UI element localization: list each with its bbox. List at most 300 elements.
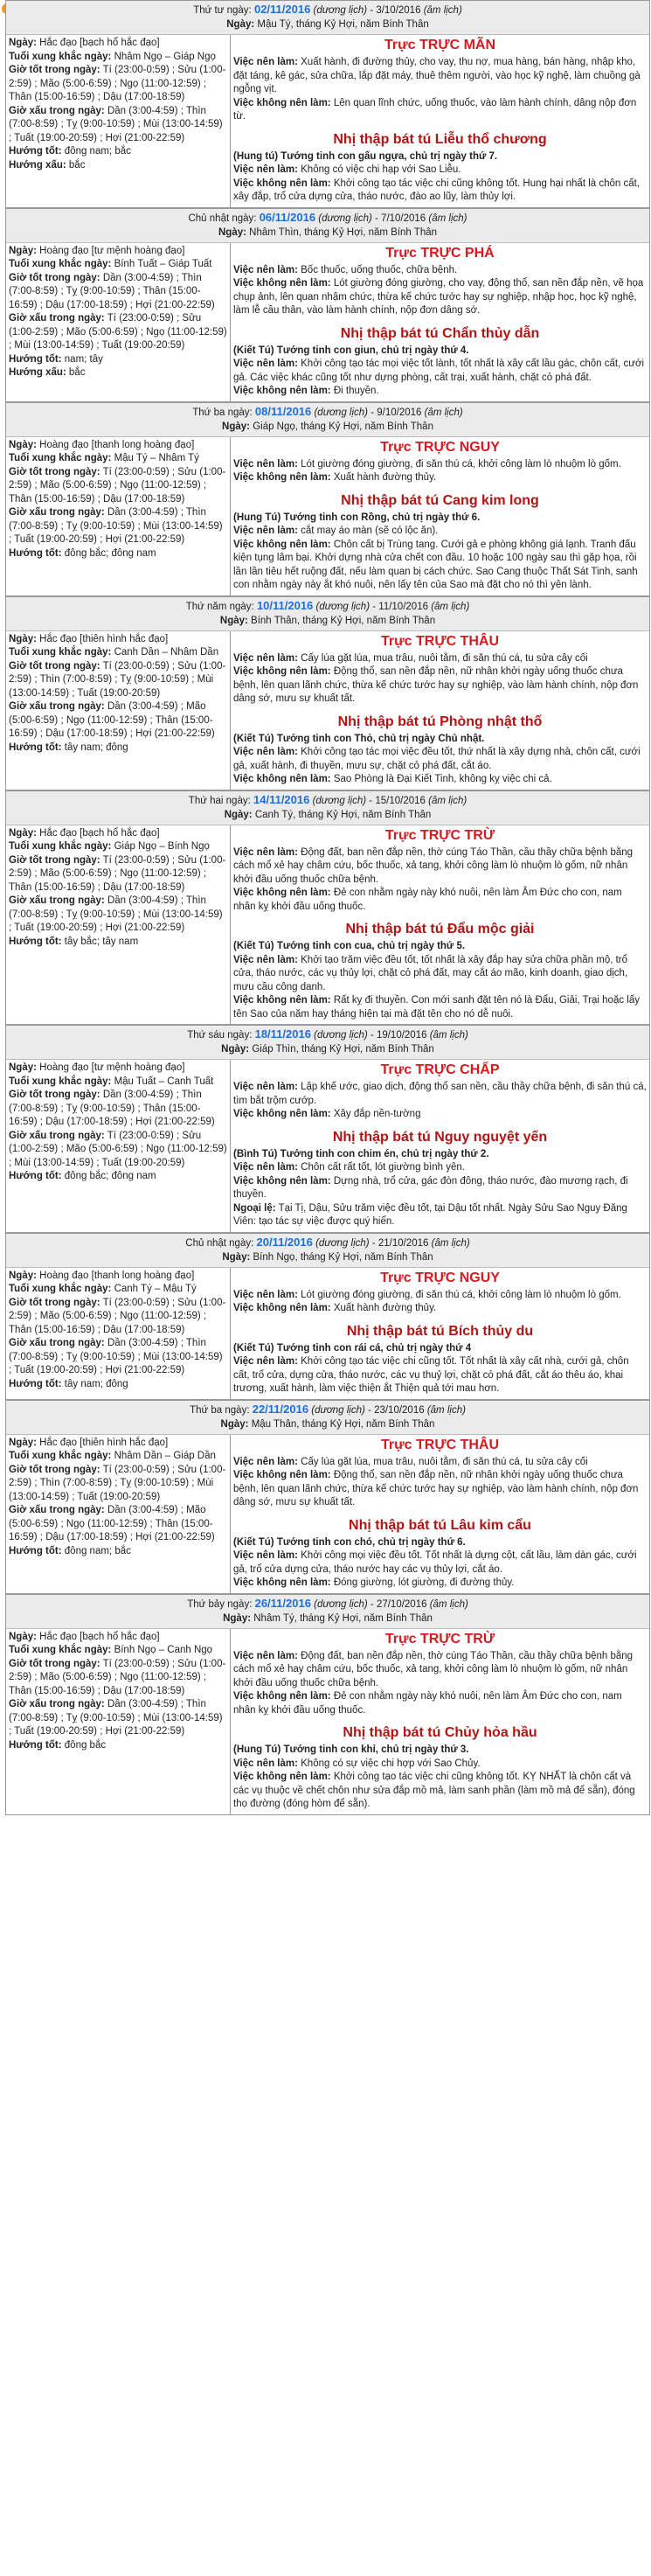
sao-nen-label: Việc nên làm: bbox=[233, 954, 298, 965]
gioxau-label: Giờ xấu trong ngày: bbox=[9, 1699, 105, 1709]
weekday-label: Thứ hai ngày: bbox=[188, 795, 251, 806]
nen-value: Lót giường đóng giường, đi săn thú cá, khởi công làm lò nhuộm lò gốm. bbox=[301, 458, 621, 470]
sao-prefix: Nhị thập bát tú bbox=[340, 325, 439, 341]
giotot-value: Tí (23:00-0:59) ; Sửu (1:00-2:59) ; Thìn (7:00-8:59) ; Tỵ (9:00-10:59) ; Mùi (13:00-14:59) ; Tuất (19:00-20:59) bbox=[9, 660, 226, 699]
solar-date-link[interactable]: 10/11/2016 bbox=[256, 598, 314, 612]
huongtot-value: đông nam; bắc bbox=[64, 1545, 131, 1556]
day-body bbox=[6, 1435, 649, 1593]
giotot-row bbox=[9, 1297, 227, 1338]
huongxau-label: Hướng xấu: bbox=[9, 367, 66, 378]
sao-nen-value: Khởi công tạo tác mọi việc đều tốt, thứ nhất là xây dựng nhà, chôn cất, cưới gả, xuất hành, đi thuyền, mưu sự, chặt cỏ phá đất, cắt áo. bbox=[233, 747, 641, 771]
khong-label: Việc không nên làm: bbox=[233, 1470, 331, 1480]
sao-title bbox=[233, 921, 647, 937]
xung-label: Tuổi xung khắc ngày: bbox=[9, 453, 112, 463]
sao-nen-value: Khởi công tạo tác mọi việc tốt lành, tốt nhất là xây cất lầu gác, chôn cất, cưới gả. Các việc khác cũng tốt như dựng phòng, cất trại, xuất hành, chặt cỏ phá đất. bbox=[233, 359, 645, 383]
truc-title: Trực TRỰC TRỪ bbox=[384, 1631, 495, 1647]
sao-khong-label: Việc không nên làm: bbox=[233, 178, 331, 189]
sao-kiet: (Kiết Tú) Tướng tinh con Thỏ, chủ trị ngày Chủ nhật. bbox=[233, 733, 485, 744]
khong-value: Lên quan lĩnh chức, uống thuốc, vào làm hành chính, dâng nộp đơn từ. bbox=[233, 97, 637, 122]
sao-title bbox=[233, 131, 647, 148]
khong-label: Việc không nên làm: bbox=[233, 97, 331, 108]
sao-title bbox=[233, 1724, 647, 1741]
gioxau-row bbox=[9, 1130, 227, 1171]
sao-title bbox=[233, 1323, 647, 1340]
xung-row bbox=[9, 51, 227, 65]
sao-nen-value: Khởi công mọi việc đều tốt. Tốt nhất là dựng cột, cất lầu, làm dàn gác, cưới gả, trổ cửa dựng cửa, tháo nước hay các vụ thủy lợi, cắt áo. bbox=[233, 1550, 637, 1575]
gioxau-label: Giờ xấu trong ngày: bbox=[9, 895, 105, 906]
sao-prefix: Nhị thập bát tú bbox=[341, 492, 440, 508]
solar-date-link[interactable]: 06/11/2016 bbox=[259, 210, 316, 224]
canchi-label: Ngày: bbox=[222, 421, 250, 432]
day-advice-column bbox=[231, 1435, 649, 1593]
giotot-value: Tí (23:00-0:59) ; Sửu (1:00-2:59) ; Mão (5:00-6:59) ; Ngọ (11:00-12:59) ; Thân (15:00-16:59) ; Dậu (17:00-18:59) bbox=[9, 1297, 226, 1335]
weekday-label: Thứ năm ngày: bbox=[185, 601, 254, 612]
nen-label: Việc nên làm: bbox=[233, 1456, 298, 1467]
sao-prefix: Nhị thập bát tú bbox=[343, 1725, 441, 1740]
huongxau-value: bắc bbox=[68, 367, 86, 378]
day-info-column bbox=[6, 243, 231, 401]
solar-date-link[interactable]: 22/11/2016 bbox=[252, 1402, 309, 1416]
giotot-label: Giờ tốt trong ngày: bbox=[9, 65, 100, 75]
solar-date-link[interactable]: 18/11/2016 bbox=[254, 1027, 311, 1041]
huongtot-label: Hướng tốt: bbox=[9, 1171, 62, 1181]
nen-value: Cấy lúa gặt lúa, mua trâu, nuôi tằm, đi săn thú cá, tu sửa cây cối bbox=[301, 652, 588, 664]
day-advice-column bbox=[231, 437, 649, 595]
solar-note: (dương lịch) bbox=[315, 1237, 370, 1249]
sao-khong-label: Việc không nên làm: bbox=[233, 1772, 331, 1782]
lunar-date: 9/10/2016 bbox=[377, 407, 422, 418]
hoangdao-value: Hắc đạo [thiên hình hắc đạo] bbox=[39, 633, 169, 644]
giotot-row bbox=[9, 272, 227, 313]
xung-row bbox=[9, 1076, 227, 1090]
day-info-column bbox=[6, 1060, 231, 1232]
canchi-value: Mậu Tý, tháng Kỷ Hợi, năm Bính Thân bbox=[257, 19, 429, 30]
ngoaile-row bbox=[233, 1202, 647, 1229]
sao-name: Lâu kim cẩu bbox=[450, 1517, 531, 1533]
khong-value: Lót giường đóng giường, cho vay, động thổ, san nền đắp nền, vẽ họa chụp ảnh, lên quan nhậm chức, thừa kế chức tước hay sự nghiệp, nhập học, học kỹ nghệ, làm lễ cầu thân, vào làm hành chính, nộp đơn dâng sớ. bbox=[233, 278, 644, 316]
canchi-label: Ngày: bbox=[222, 1251, 251, 1263]
canchi-label: Ngày: bbox=[221, 1044, 250, 1055]
huongtot-row bbox=[9, 145, 227, 159]
weekday-label: Thứ ba ngày: bbox=[190, 1404, 250, 1416]
sao-khong-label: Việc không nên làm: bbox=[233, 995, 331, 1006]
khong-row bbox=[233, 887, 647, 914]
sao-nen-label: Việc nên làm: bbox=[233, 1758, 298, 1769]
sao-khong-value: Đóng giường, lót giường, đi đường thủy. bbox=[333, 1577, 515, 1588]
solar-date-link[interactable]: 20/11/2016 bbox=[256, 1235, 313, 1249]
giotot-value: Tí (23:00-0:59) ; Sửu (1:00-2:59) ; Mão (5:00-6:59) ; Ngọ (11:00-12:59) ; Thân (15:00-16:59) ; Dậu (17:00-18:59) bbox=[9, 65, 226, 102]
huongxau-value: bắc bbox=[68, 159, 86, 171]
sao-prefix: Nhị thập bát tú bbox=[345, 922, 444, 936]
canchi-label: Ngày: bbox=[218, 226, 246, 238]
solar-note: (dương lịch) bbox=[314, 1030, 368, 1041]
khong-row bbox=[233, 1302, 647, 1316]
xung-row bbox=[9, 258, 227, 272]
gioxau-value: Dần (3:00-4:59) ; Thìn (7:00-8:59) ; Tỵ (9:00-10:59) ; Mùi (13:00-14:59) ; Tuất (19:00-20:59) ; Hợi (21:00-22:59) bbox=[9, 1338, 223, 1375]
nen-value: Bốc thuốc, uống thuốc, chữa bệnh. bbox=[301, 264, 458, 275]
sao-nen-value: Khởi công tạo tác việc chi cũng tốt. Tốt nhất là xây cất nhà, cưới gả, chôn cất, trổ cửa, dựng cửa, tháo nước, các vụ thuỷ lợi, chặt cỏ phá đất, cắt áo thêu áo, khai trương, xuất hành, làm việc thiện ắt Thiện quả tới mau hơn. bbox=[233, 1356, 629, 1394]
xung-row bbox=[9, 840, 227, 854]
day-header: Thứ tư ngày: 02/11/2016 (dương lịch) - 3/10/2016 (âm lịch) Ngày: Mậu Tý, tháng Kỷ Hợi, năm Bính Thân bbox=[6, 1, 649, 35]
nen-value: Lót giường đóng giường, đi săn thú cá, khởi công làm lò nhuộm lò gốm. bbox=[301, 1289, 621, 1300]
sao-khong-value: Khởi công tạo tác việc chi cũng không tốt. KỴ NHẤT là chôn cất và các vụ thuộc về chết chôn như sửa đắp mồ mả, làm sanh phần (làm mồ mả để sẵn), đóng thọ đường (đóng hòm để sẵn). bbox=[233, 1772, 635, 1809]
sao-khong-row bbox=[233, 1577, 647, 1591]
solar-date-link[interactable]: 14/11/2016 bbox=[253, 792, 310, 806]
khong-row bbox=[233, 1690, 647, 1717]
day-header: Thứ ba ngày: 08/11/2016 (dương lịch) - 9/10/2016 (âm lịch) Ngày: Giáp Ngọ, tháng Kỷ Hợi, năm Bính Thân bbox=[6, 403, 649, 437]
nen-label: Việc nên làm: bbox=[233, 846, 298, 858]
xung-label: Tuổi xung khắc ngày: bbox=[9, 1645, 112, 1655]
xung-row bbox=[9, 1283, 227, 1297]
lunar-note: (âm lịch) bbox=[428, 795, 467, 806]
canchi-label: Ngày: bbox=[220, 1418, 249, 1430]
day-advice-column bbox=[231, 35, 649, 207]
day-block bbox=[5, 1025, 650, 1233]
day-info-column bbox=[6, 437, 231, 595]
lunar-date: 7/10/2016 bbox=[381, 212, 426, 224]
sao-khong-row bbox=[233, 1771, 647, 1812]
sao-nen-label: Việc nên làm: bbox=[233, 164, 298, 175]
xung-row bbox=[9, 646, 227, 660]
hoangdao-value: Hoàng đạo [tư mệnh hoàng đạo] bbox=[39, 245, 185, 256]
sao-nen-label: Việc nên làm: bbox=[233, 359, 298, 369]
giotot-value: Dần (3:00-4:59) ; Thìn (7:00-8:59) ; Tỵ (9:00-10:59) ; Thân (15:00-16:59) ; Dậu (17:00-18:59) ; Hợi (21:00-22:59) bbox=[9, 1090, 215, 1127]
sao-nen-value: Chôn cất rất tốt, lót giường bình yên. bbox=[301, 1162, 465, 1173]
day-block bbox=[5, 402, 650, 596]
sao-khong-row bbox=[233, 539, 647, 593]
khong-value: Động thổ, san nền đắp nền, nữ nhân khởi ngày uống thuốc chưa bệnh, lên quan lãnh chức, thừa kế chức tước hay sự nghiệp, vào làm hành chính, nộp đơn dâng sớ, mưu sự khuất tất. bbox=[233, 666, 639, 704]
nen-label: Việc nên làm: bbox=[233, 458, 298, 470]
huongtot-row bbox=[9, 1378, 227, 1392]
gioxau-label: Giờ xấu trong ngày: bbox=[9, 313, 105, 324]
khong-value: Động thổ, san nền đắp nền, nữ nhân khởi ngày uống thuốc chưa bệnh, lên quan lãnh chức, thừa kế chức tước hay sự nghiệp, vào làm hành chính, nộp đơn dâng sớ, mưu sự khuất tất. bbox=[233, 1470, 639, 1507]
day-advice-column bbox=[231, 631, 649, 790]
xung-label: Tuổi xung khắc ngày: bbox=[9, 51, 112, 62]
weekday-label: Thứ sáu ngày: bbox=[187, 1030, 253, 1041]
truc-title: Trực TRỰC MÃN bbox=[384, 38, 496, 52]
sao-name: Đẩu mộc giải bbox=[447, 922, 535, 936]
nen-label: Việc nên làm: bbox=[233, 1650, 298, 1661]
nen-label: Việc nên làm: bbox=[233, 57, 298, 67]
huongtot-label: Hướng tốt: bbox=[9, 547, 62, 559]
gioxau-row bbox=[9, 700, 227, 741]
day-info-column bbox=[6, 1435, 231, 1593]
day-advice-column bbox=[231, 1060, 649, 1232]
khong-label: Việc không nên làm: bbox=[233, 278, 331, 289]
xung-row bbox=[9, 1644, 227, 1658]
sao-khong-row bbox=[233, 178, 647, 205]
hoangdao-label: Ngày: bbox=[9, 633, 37, 644]
huongtot-value: đông nam; bắc bbox=[64, 146, 131, 157]
hoangdao-value: Hoàng đạo [thanh long hoàng đạo] bbox=[39, 439, 195, 450]
day-body bbox=[6, 631, 649, 790]
xung-label: Tuổi xung khắc ngày: bbox=[9, 841, 112, 852]
sao-nen-row bbox=[233, 164, 647, 178]
solar-date-link[interactable]: 08/11/2016 bbox=[254, 404, 312, 418]
canchi-value: Giáp Ngọ, tháng Kỷ Hợi, năm Bính Thân bbox=[253, 421, 433, 432]
sao-nen-value: Khởi tạo trăm việc đều tốt, tốt nhất là xây đắp hay sửa chữa phần mộ, trổ cửa, tháo nước, các vụ thủy lợi, chặt cỏ phá đất, may cắt áo mão, kinh doanh, giao dịch, mưu cầu công danh. bbox=[233, 954, 628, 992]
sao-title bbox=[233, 1129, 647, 1145]
xung-label: Tuổi xung khắc ngày: bbox=[9, 259, 112, 269]
day-body bbox=[6, 243, 649, 401]
day-block bbox=[5, 596, 650, 790]
day-advice-column bbox=[231, 1268, 649, 1399]
giotot-row bbox=[9, 854, 227, 895]
canchi-value: Canh Tý, tháng Kỷ Hợi, năm Bính Thân bbox=[254, 809, 432, 820]
sao-nen-row bbox=[233, 358, 647, 385]
hoangdao-value: Hoàng đạo [tư mệnh hoàng đạo] bbox=[39, 1062, 185, 1073]
hoangdao-row bbox=[9, 245, 227, 259]
gioxau-row bbox=[9, 895, 227, 936]
hoangdao-row bbox=[9, 1270, 227, 1284]
weekday-label: Chủ nhật ngày: bbox=[188, 212, 257, 224]
sao-khong-value: Sao Phòng là Đại Kiết Tinh, không kỵ việc chi cả. bbox=[333, 774, 552, 784]
truc-title: Trực TRỰC NGUY bbox=[380, 439, 500, 455]
xung-value: Canh Tý – Mậu Tý bbox=[114, 1284, 197, 1294]
sao-khong-value: Rất kỵ đi thuyền. Con mới sanh đặt tên nó là Đẩu, Giải, Trại hoặc lấy tên Sao của năm hay tháng hiện tại mà đặt tên cho nó dễ nuôi. bbox=[233, 995, 640, 1020]
huongtot-value: tây bắc; tây nam bbox=[64, 936, 139, 947]
hoangdao-row bbox=[9, 633, 227, 647]
weekday-label: Thứ tư ngày: bbox=[193, 5, 252, 16]
day-body bbox=[6, 825, 649, 1025]
sao-khong-label: Việc không nên làm: bbox=[233, 1175, 331, 1187]
weekday-label: Chủ nhật ngày: bbox=[185, 1237, 254, 1249]
lunar-note: (âm lịch) bbox=[429, 1030, 468, 1041]
gioxau-row bbox=[9, 1698, 227, 1739]
sao-prefix: Nhị thập bát tú bbox=[337, 714, 436, 729]
khong-value: Xuất hành đường thủy. bbox=[333, 472, 437, 483]
ngoaile-label: Ngoại lệ: bbox=[233, 1202, 276, 1214]
giotot-row bbox=[9, 1658, 227, 1699]
gioxau-label: Giờ xấu trong ngày: bbox=[9, 701, 105, 712]
hoangdao-row bbox=[9, 439, 227, 453]
giotot-row bbox=[9, 1464, 227, 1505]
sao-khong-row bbox=[233, 773, 647, 787]
day-block bbox=[5, 208, 650, 402]
nen-label: Việc nên làm: bbox=[233, 1289, 298, 1300]
giotot-value: Tí (23:00-0:59) ; Sửu (1:00-2:59) ; Mão (5:00-6:59) ; Ngọ (11:00-12:59) ; Thân (15:00-16:59) ; Dậu (17:00-18:59) bbox=[9, 1658, 226, 1696]
xung-value: Canh Dần – Nhâm Dần bbox=[114, 647, 219, 658]
giotot-label: Giờ tốt trong ngày: bbox=[9, 660, 100, 672]
lunar-date: 3/10/2016 bbox=[376, 5, 421, 16]
giotot-value: Tí (23:00-0:59) ; Sửu (1:00-2:59) ; Mão (5:00-6:59) ; Ngọ (11:00-12:59) ; Thân (15:00-16:59) ; Dậu (17:00-18:59) bbox=[9, 466, 226, 505]
huongxau-row bbox=[9, 366, 227, 380]
huongtot-row bbox=[9, 1170, 227, 1184]
khong-value: Xây đắp nền-tường bbox=[333, 1109, 421, 1119]
xung-row bbox=[9, 1450, 227, 1464]
sao-kiet: (Hung Tú) Tướng tinh con Rồng, chủ trị ngày thứ 6. bbox=[233, 512, 481, 523]
huongtot-label: Hướng tốt: bbox=[9, 1739, 62, 1751]
huongtot-value: đông bắc; đông nam bbox=[64, 547, 156, 559]
sao-nen-label: Việc nên làm: bbox=[233, 1162, 298, 1173]
day-header: Thứ hai ngày: 14/11/2016 (dương lịch) - 15/10/2016 (âm lịch) Ngày: Canh Tý, tháng Kỷ Hợi, năm Bính Thân bbox=[6, 791, 649, 825]
giotot-row bbox=[9, 64, 227, 105]
huongtot-label: Hướng tốt: bbox=[9, 936, 62, 947]
nen-row bbox=[233, 1081, 647, 1108]
day-info-column bbox=[6, 1268, 231, 1399]
lunar-date: 19/10/2016 bbox=[376, 1030, 427, 1041]
hoangdao-value: Hắc đạo [bạch hổ hắc đạo] bbox=[39, 827, 160, 839]
nen-label: Việc nên làm: bbox=[233, 652, 298, 664]
hoangdao-row bbox=[9, 37, 227, 51]
huongtot-label: Hướng tốt: bbox=[9, 146, 62, 157]
sao-name: Nguy nguyệt yến bbox=[434, 1129, 548, 1145]
xung-value: Nhâm Ngọ – Giáp Ngọ bbox=[114, 51, 216, 62]
sao-prefix: Nhị thập bát tú bbox=[332, 1129, 431, 1145]
day-block bbox=[5, 1233, 650, 1400]
day-body bbox=[6, 437, 649, 595]
day-body bbox=[6, 1268, 649, 1399]
giotot-label: Giờ tốt trong ngày: bbox=[9, 1658, 100, 1669]
day-list bbox=[5, 0, 650, 1815]
sao-title bbox=[233, 1517, 647, 1534]
gioxau-label: Giờ xấu trong ngày: bbox=[9, 1130, 105, 1141]
nen-label: Việc nên làm: bbox=[233, 264, 298, 275]
gioxau-label: Giờ xấu trong ngày: bbox=[9, 1338, 105, 1348]
hoangdao-label: Ngày: bbox=[9, 1437, 37, 1448]
hoangdao-label: Ngày: bbox=[9, 38, 37, 48]
khong-row bbox=[233, 1108, 647, 1122]
sao-nen-label: Việc nên làm: bbox=[233, 1356, 298, 1367]
day-body bbox=[6, 35, 649, 207]
gioxau-value: Dần (3:00-4:59) ; Thìn (7:00-8:59) ; Tỵ (9:00-10:59) ; Mùi (13:00-14:59) ; Tuất (19:00-20:59) ; Hợi (21:00-22:59) bbox=[9, 1699, 223, 1737]
khong-row bbox=[233, 97, 647, 124]
sao-kiet: (Hung tú) Tướng tinh con gấu ngựa, chủ trị ngày thứ 7. bbox=[233, 150, 498, 162]
day-block bbox=[5, 0, 650, 208]
khong-row bbox=[233, 277, 647, 318]
khong-label: Việc không nên làm: bbox=[233, 472, 331, 483]
nen-row bbox=[233, 56, 647, 97]
lunar-date: 23/10/2016 bbox=[374, 1404, 425, 1416]
hoangdao-value: Hắc đạo [bạch hổ hắc đạo] bbox=[39, 38, 160, 48]
sao-nen-row bbox=[233, 746, 647, 773]
hoangdao-row bbox=[9, 1631, 227, 1645]
gioxau-value: Tí (23:00-0:59) ; Sửu (1:00-2:59) ; Mão (5:00-6:59) ; Ngọ (11:00-12:59) ; Mùi (13:00-14:59) ; Tuất (19:00-20:59) bbox=[9, 313, 227, 351]
khong-label: Việc không nên làm: bbox=[233, 666, 331, 677]
sao-nen-row bbox=[233, 1161, 647, 1175]
solar-date-link[interactable]: 26/11/2016 bbox=[254, 1596, 311, 1610]
khong-row bbox=[233, 665, 647, 707]
hoangdao-value: Hoàng đạo [thanh long hoàng đạo] bbox=[39, 1270, 195, 1281]
sao-prefix: Nhị thập bát tú bbox=[346, 1323, 445, 1339]
solar-note: (dương lịch) bbox=[313, 5, 368, 16]
xung-row bbox=[9, 452, 227, 466]
truc-title: Trực TRỰC THÂU bbox=[380, 1437, 500, 1452]
sao-prefix: Nhị thập bát tú bbox=[349, 1517, 447, 1533]
sao-khong-label: Việc không nên làm: bbox=[233, 386, 331, 396]
gioxau-row bbox=[9, 312, 227, 353]
xung-value: Bính Tuất – Giáp Tuất bbox=[114, 259, 212, 269]
day-advice-column bbox=[231, 825, 649, 1025]
sao-khong-label: Việc không nên làm: bbox=[233, 1577, 331, 1588]
hoangdao-row bbox=[9, 1437, 227, 1451]
giotot-row bbox=[9, 660, 227, 701]
sao-khong-label: Việc không nên làm: bbox=[233, 774, 331, 784]
nen-row bbox=[233, 1289, 647, 1303]
sao-nen-label: Việc nên làm: bbox=[233, 747, 298, 757]
huongtot-row bbox=[9, 353, 227, 367]
canchi-value: Giáp Thìn, tháng Kỷ Hợi, năm Bính Thân bbox=[252, 1044, 434, 1055]
lunar-date: 21/10/2016 bbox=[377, 1237, 429, 1249]
sao-khong-value: Đi thuyền. bbox=[333, 386, 379, 396]
day-advice-column bbox=[231, 243, 649, 401]
sao-khong-value: Chôn cất bị Trùng tang. Cưới gả e phòng không giá lạnh. Tranh đấu kiện tụng lâm bại. Khởi dựng nhà cửa chết con đầu. 10 hoặc 100 ngày sau thì gặp họa, rồi lần lần tiêu hết ruộng đất, nếu làm quan bị cách chức. Sao Cang thuộc Thất Sát Tinh, sanh con nhằm ngày này ắt khó nuôi, nên lấy tên của Sao mà đặt cho nó thì yên lành. bbox=[233, 539, 638, 590]
day-block bbox=[5, 1594, 650, 1815]
huongtot-row bbox=[9, 936, 227, 950]
hoangdao-value: Hắc đạo [bạch hổ hắc đạo] bbox=[39, 1631, 160, 1642]
giotot-label: Giờ tốt trong ngày: bbox=[9, 466, 100, 477]
day-block bbox=[5, 790, 650, 1026]
solar-note: (dương lịch) bbox=[318, 212, 372, 224]
day-header: Thứ bảy ngày: 26/11/2016 (dương lịch) - 27/10/2016 (âm lịch) Ngày: Nhâm Tý, tháng Kỷ Hợi, năm Bính Thân bbox=[6, 1595, 649, 1629]
huongtot-value: tây nam; đông bbox=[64, 741, 128, 753]
solar-note: (dương lịch) bbox=[315, 601, 371, 612]
day-header: Thứ ba ngày: 22/11/2016 (dương lịch) - 23/10/2016 (âm lịch) Ngày: Mậu Thân, tháng Kỷ Hợi, năm Bính Thân bbox=[6, 1401, 649, 1435]
giotot-label: Giờ tốt trong ngày: bbox=[9, 1090, 100, 1100]
huongtot-value: đông bắc; đông nam bbox=[64, 1171, 156, 1181]
giotot-label: Giờ tốt trong ngày: bbox=[9, 1464, 100, 1475]
xung-value: Mậu Tý – Nhâm Tý bbox=[114, 453, 199, 463]
khong-row bbox=[233, 471, 647, 485]
sao-name: Liễu thổ chương bbox=[434, 131, 547, 147]
giotot-value: Tí (23:00-0:59) ; Sửu (1:00-2:59) ; Mão (5:00-6:59) ; Ngọ (11:00-12:59) ; Thân (15:00-16:59) ; Dậu (17:00-18:59) bbox=[9, 854, 226, 893]
gioxau-value: Dần (3:00-4:59) ; Thìn (7:00-8:59) ; Tỵ (9:00-10:59) ; Mùi (13:00-14:59) ; Tuất (19:00-20:59) ; Hợi (21:00-22:59) bbox=[9, 895, 223, 933]
lunar-note: (âm lịch) bbox=[431, 1237, 470, 1249]
solar-note: (dương lịch) bbox=[314, 1598, 368, 1610]
sao-nen-value: Không có việc chi hạp với Sao Liễu. bbox=[301, 164, 461, 175]
sao-kiet: (Kiết Tú) Tướng tinh con chó, chủ trị ngày thứ 6. bbox=[233, 1536, 466, 1548]
lunar-note: (âm lịch) bbox=[426, 1404, 466, 1416]
khong-value: Đẻ con nhằm ngày này khó nuôi, nên làm Âm Đức cho con, nam nhân kỵ khởi đầu uống thuốc. bbox=[233, 888, 622, 912]
huongtot-row bbox=[9, 1739, 227, 1753]
gioxau-value: Dần (3:00-4:59) ; Mão (5:00-6:59) ; Ngọ (11:00-12:59) ; Thân (15:00-16:59) ; Dậu (17:00-18:59) ; Hợi (21:00-22:59) bbox=[9, 1505, 215, 1542]
lunar-note: (âm lịch) bbox=[429, 1598, 468, 1610]
truc-title: Trực TRỰC THÂU bbox=[380, 633, 500, 649]
canchi-label: Ngày: bbox=[224, 809, 253, 820]
hoangdao-label: Ngày: bbox=[9, 1270, 37, 1281]
khong-row bbox=[233, 1469, 647, 1510]
huongtot-label: Hướng tốt: bbox=[9, 741, 62, 753]
solar-date-link[interactable]: 02/11/2016 bbox=[253, 3, 311, 16]
hoangdao-value: Hắc đạo [thiên hình hắc đạo] bbox=[39, 1437, 169, 1448]
hoangdao-row bbox=[9, 827, 227, 841]
huongxau-row bbox=[9, 159, 227, 173]
hoangdao-row bbox=[9, 1062, 227, 1076]
nen-label: Việc nên làm: bbox=[233, 1082, 298, 1092]
sao-khong-value: Dựng nhà, trổ cửa, gác đòn đông, tháo nước, đào mương rạch, đi thuyền. bbox=[233, 1175, 628, 1200]
khong-label: Việc không nên làm: bbox=[233, 1109, 331, 1119]
sao-name: Phòng nhật thố bbox=[440, 714, 543, 729]
gioxau-value: Dần (3:00-4:59) ; Thìn (7:00-8:59) ; Tỵ (9:00-10:59) ; Mùi (13:00-14:59) ; Tuất (19:00-20:59) ; Hợi (21:00-22:59) bbox=[9, 105, 223, 143]
khong-value: Xuất hành đường thủy. bbox=[333, 1303, 437, 1313]
truc-title: Trực TRỰC PHÁ bbox=[385, 245, 495, 261]
sao-prefix: Nhị thập bát tú bbox=[333, 131, 432, 147]
sao-nen-row bbox=[233, 1758, 647, 1772]
gioxau-value: Tí (23:00-0:59) ; Sửu (1:00-2:59) ; Mão (5:00-6:59) ; Ngọ (11:00-12:59) ; Mùi (13:00-14:59) ; Tuất (19:00-20:59) bbox=[9, 1130, 227, 1168]
nen-value: Động đất, ban nền đắp nền, thờ cúng Táo Thần, cầu thầy chữa bệnh bằng cách mổ xẻ hay châm cứu, bốc thuốc, xả tang, khởi công làm lò nhuộm lò gốm, nữ nhân khởi đầu uống thuốc chữa bệnh. bbox=[233, 846, 634, 885]
khong-label: Việc không nên làm: bbox=[233, 888, 331, 898]
sao-khong-row bbox=[233, 1175, 647, 1202]
canchi-label: Ngày: bbox=[219, 615, 248, 626]
sao-khong-row bbox=[233, 385, 647, 399]
lunar-date: 11/10/2016 bbox=[378, 601, 428, 612]
sao-khong-value: Khởi công tạo tác việc chi cũng không tốt. Hung hại nhất là chôn cất, xây đắp, trổ cửa dựng cửa, tháo nước, đào ao lũy, làm thủy lợi. bbox=[233, 178, 641, 202]
sao-kiet: (Kiết Tú) Tướng tinh con cua, chủ trị ngày thứ 5. bbox=[233, 941, 466, 951]
lunar-note: (âm lịch) bbox=[424, 407, 463, 418]
lunar-date: 15/10/2016 bbox=[375, 795, 426, 806]
gioxau-label: Giờ xấu trong ngày: bbox=[9, 507, 105, 518]
day-info-column bbox=[6, 631, 231, 790]
